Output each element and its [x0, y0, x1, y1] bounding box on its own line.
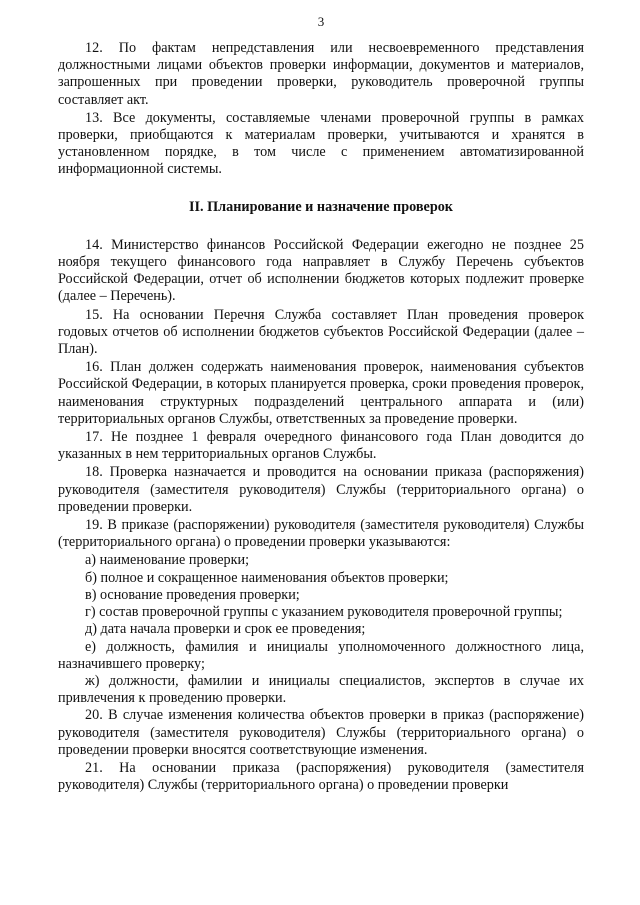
paragraph-18: 18. Проверка назначается и проводится на основании приказа (распоряжения) руководителя (заместителя руководителя) Службы (территориального органа) о проведении проверки. [58, 464, 584, 515]
paragraph-13: 13. Все документы, составляемые членами проверочной группы в рамках проверки, приобщаются к материалам проверки, учитываются и хранятся в установленном порядке, в том числе с применением автоматизированной информационной системы. [58, 109, 584, 178]
list-item-a: а) наименование проверки; [85, 552, 250, 569]
paragraph-12: 12. По фактам непредставления или несвоевременного представления должностными лицами объектов проверки информации, документов и материалов, запрошенных при проведении проверки, руководитель проверочной группы составляет акт. [58, 40, 584, 108]
paragraph-15: 15. На основании Перечня Служба составляет План проведения проверок годовых отчетов об исполнении бюджетов субъектов Российской Федерации (далее – План). [58, 306, 584, 358]
list-item-g: г) состав проверочной группы с указанием руководителя проверочной группы; [85, 604, 563, 621]
paragraph-19: 19. В приказе (распоряжении) руководителя (заместителя руководителя) Службы (территориального органа) о проведении проверки указываются: [58, 517, 584, 551]
paragraph-20: 20. В случае изменения количества объектов проверки в приказ (распоряжение) руководителя (заместителя руководителя) Службы (территориального органа) о проведении проверки вносятся соответствующие изменения. [58, 707, 584, 758]
list-item-d: д) дата начала проверки и срок ее проведения; [85, 621, 366, 638]
paragraph-17: 17. Не позднее 1 февраля очередного финансового года План доводится до указанных в нем территориальных органов Службы. [58, 429, 584, 463]
section-heading: II. Планирование и назначение проверок [189, 198, 453, 215]
list-item-zh: ж) должности, фамилии и инициалы специалистов, экспертов в случае их привлечения к проведению проверки. [58, 672, 584, 707]
paragraph-14: 14. Министерство финансов Российской Федерации ежегодно не позднее 25 ноября текущего финансового года направляет в Службу Перечень субъектов Российской Федерации, отчет об исполнении бюджетов которых подлежит проверке (далее – Перечень). [58, 236, 584, 305]
paragraph-21: 21. На основании приказа (распоряжения) руководителя (заместителя руководителя) Службы (территориального органа) о проведении проверки [58, 759, 584, 794]
list-item-v: в) основание проведения проверки; [85, 586, 300, 603]
document-body [58, 40, 584, 794]
list-item-e: е) должность, фамилия и инициалы уполномоченного должностного лица, назначившего проверку; [58, 638, 584, 672]
list-item-b: б) полное и сокращенное наименования объектов проверки; [85, 569, 449, 586]
page-number: 3 [317, 14, 325, 29]
paragraph-16: 16. План должен содержать наименования проверок, наименования субъектов Российской Федерации, в которых планируется проверка, сроки проведения проверок, наименования структурных подразделений центрального аппарата и (или) территориальных органов Службы, ответственных за проведение проверки. [58, 359, 584, 427]
